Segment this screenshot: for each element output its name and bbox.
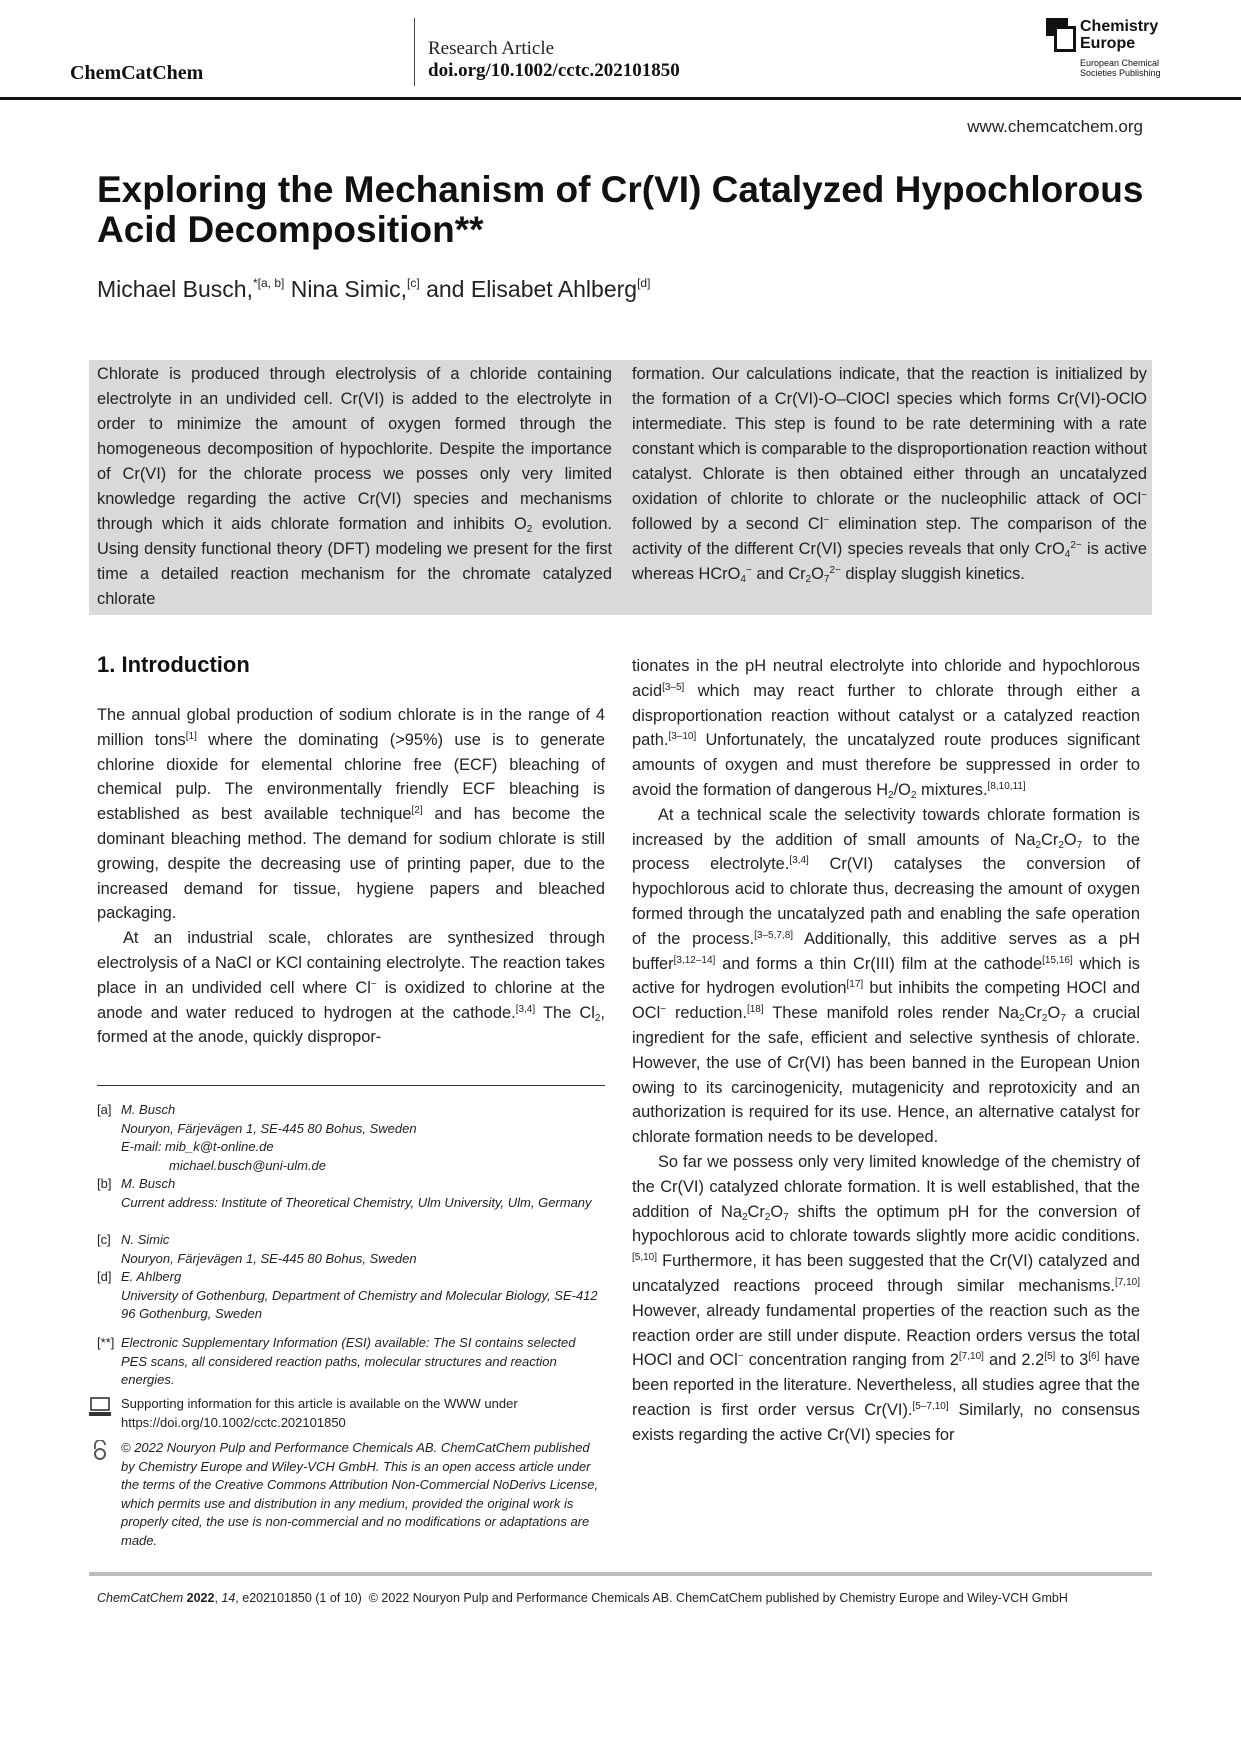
footnote-rule	[97, 1085, 605, 1086]
footer-copyright: © 2022 Nouryon Pulp and Performance Chemicals AB. ChemCatChem published by Chemistry Europe and Wiley-VCH GmbH	[368, 1591, 1068, 1605]
footer-article-number: e202101850 (1 of 10)	[242, 1591, 362, 1605]
footer-volume: 14	[221, 1591, 236, 1605]
page-footer: ChemCatChem 2022, 14, e202101850 (1 of 10) © 2022 Nouryon Pulp and Performance Chemicals AB. ChemCatChem published by Chemistry Europe and Wiley-VCH GmbH	[97, 1591, 1068, 1605]
journal-name: ChemCatChem	[70, 62, 204, 84]
author-simic-affil: [c]	[407, 276, 420, 290]
footnote-b	[97, 1175, 605, 1212]
footnote-a-tag: [a]	[97, 1102, 112, 1117]
logo-sub-line2: Societies Publishing	[1080, 68, 1161, 78]
header-divider	[414, 18, 415, 86]
supporting-info-text[interactable]: Supporting information for this article is available on the WWW under https://doi.org/10.1002/cctc.202101850	[121, 1396, 518, 1430]
footnote-a-email-2[interactable]: michael.busch@uni-ulm.de	[169, 1157, 326, 1173]
intro-left-column	[97, 703, 605, 1050]
intro-paragraph-1: The annual global production of sodium chlorate is in the range of 4 million tons[1] where the dominating (>95%) use is to generate chlorine dioxide for elemental chlorine free (ECF) bleaching of chemical pulp. The environmentally friendly ECF bleaching is established as best available technique[2] and has become the dominant bleaching method. The demand for sodium chlorate is still growing, despite the decreasing use of printing paper, due to the increased demand for tissue, hygiene papers and bleached packaging.	[97, 706, 605, 923]
header-rule	[0, 97, 1241, 100]
footnote-a-address: Nouryon, Färjevägen 1, SE-445 80 Bohus, Sweden	[121, 1120, 417, 1136]
footnote-esi	[97, 1334, 605, 1390]
footer-rule	[89, 1572, 1152, 1576]
footnote-a-email[interactable]: E-mail: mib_k@t-online.de	[121, 1139, 274, 1155]
abstract-right-column: formation. Our calculations indicate, that the reaction is initialized by the formation of a Cr(VI)-O–ClOCl species which forms Cr(VI)-OClO intermediate. This step is found to be rate determining with a rate constant which is comparable to the disproportionation reaction without catalyst. Chlorate is then obtained either through an uncatalyzed oxidation of chlorite to chlorate or the nucleophilic attack of OCl− followed by a second Cl− elimination step. The comparison of the activity of the different Cr(VI) species reveals that only CrO$_4^{2-}$ is active whereas HCrO$_4$− and $Cr_2O_7^{2-}$ display sluggish kinetics.	[632, 365, 1147, 585]
footnote-c-address: Nouryon, Färjevägen 1, SE-445 80 Bohus, Sweden	[121, 1250, 417, 1266]
footnote-esi-tag: [**]	[97, 1335, 115, 1350]
footnote-c	[97, 1231, 605, 1268]
footer-journal: ChemCatChem	[97, 1591, 184, 1605]
logo-title-line2: Europe	[1080, 35, 1136, 52]
footnote-b-name: M. Busch	[121, 1176, 176, 1191]
footnote-d	[97, 1268, 605, 1324]
footnote-a-name: M. Busch	[121, 1102, 176, 1117]
author-busch: Michael Busch,	[97, 276, 253, 302]
section-heading-introduction: 1. Introduction	[97, 652, 250, 677]
footnote-b-tag: [b]	[97, 1176, 112, 1191]
logo-subtitle	[1080, 58, 1161, 78]
logo-title	[1080, 18, 1158, 52]
journal-url[interactable]: www.chemcatchem.org	[967, 117, 1143, 136]
footnote-d-name: E. Ahlberg	[121, 1269, 182, 1284]
author-busch-affil: *[a, b]	[252, 276, 285, 290]
footnote-d-tag: [d]	[97, 1269, 112, 1284]
chemistry-europe-logo-icon	[1046, 18, 1076, 52]
footnote-supporting-info	[97, 1395, 605, 1432]
article-type: Research Article	[428, 38, 555, 59]
author-simic: Nina Simic,	[284, 276, 408, 302]
intro-right-column	[632, 654, 1140, 1448]
intro-paragraph-4: So far we possess only very limited knowledge of the chemistry of the Cr(VI) catalyzed chlorate formation. It is well established, that the addition of $Na_2Cr_2O_7$ shifts the optimum pH for the conversion of hypochlorous acid to chlorate towards slightly more acidic conditions.[5,10] Furthermore, it has been suggested that the Cr(VI) catalyzed and uncatalyzed reactions proceed through similar mechanisms.[7,10] However, already fundamental properties of the reaction such as the reaction order are still under dispute. Reaction orders versus the total HOCl and OCl− concentration ranging from 2[7,10] and 2.2[5] to 3[6] have been reported in the literature. Nevertheless, all studies agree that the reaction is first order versus Cr(VI).[5–7,10] Similarly, no consensus exists regarding the active Cr(VI) species for	[632, 1152, 1140, 1444]
logo-sub-line1: European Chemical	[1080, 58, 1160, 68]
doi-link[interactable]: doi.org/10.1002/cctc.202101850	[428, 60, 680, 81]
footnote-b-address: Current address: Institute of Theoretical Chemistry, Ulm University, Ulm, Germany	[121, 1194, 592, 1210]
footer-year: 2022	[186, 1591, 215, 1605]
article-title: Exploring the Mechanism of Cr(VI) Catalyzed Hypochlorous Acid Decomposition**	[97, 169, 1144, 250]
footnote-c-tag: [c]	[97, 1232, 111, 1247]
author-list	[97, 276, 650, 303]
intro-paragraph-2: At an industrial scale, chlorates are synthesized through electrolysis of a NaCl or KCl containing electrolyte. The reaction takes place in an undivided cell where Cl− is oxidized to chlorine at the anode and water reduced to hydrogen at the cathode.[3,4] The $Cl_2$, formed at the anode, quickly dispropor-	[97, 929, 605, 1047]
footnote-d-address: University of Gothenburg, Department of Chemistry and Molecular Biology, SE-412 96 Gothenburg, Sweden	[121, 1287, 598, 1322]
logo-title-line1: Chemistry	[1080, 18, 1159, 35]
intro-paragraph-2-cont: tionates in the pH neutral electrolyte into chloride and hypochlorous acid[3–5] which may react further to chlorate through either a disproportionation reaction without catalyst or a catalyzed reaction path.[3–10] Unfortunately, the uncatalyzed route produces significant amounts of oxygen and must therefore be suppressed in order to avoid the formation of dangerous $H_2/O_2$ mixtures.[8,10,11]	[632, 657, 1140, 801]
author-ahlberg-affil: [d]	[637, 276, 651, 290]
author-ahlberg: and Elisabet Ahlberg	[419, 276, 638, 302]
intro-paragraph-3: At a technical scale the selectivity towards chlorate formation is increased by the addition of small amounts of $Na_2Cr_2O_7$ to the process electrolyte.[3,4] Cr(VI) catalyses the conversion of hypochlorous acid to chlorate thus, decreasing the amount of oxygen formed through the uncatalyzed path and enabling the safe operation of the process.[3–5,7,8] Additionally, this additive serves as a pH buffer[3,12–14] and forms a thin Cr(III) film at the cathode[15,16] which is active for hydrogen evolution[17] but inhibits the competing HOCl and OCl− reduction.[18] These manifold roles render $Na_2Cr_2O_7$ a crucial ingredient for the safe, efficient and selective synthesis of chlorate. However, the use of Cr(VI) has been banned in the European Union owing to its carcinogenicity, mutagenicity and reprotoxicity and an authorization is required for its use. Hence, an alternative catalyst for chlorate formation needs to be developed.	[632, 805, 1141, 1147]
footnote-copyright	[97, 1439, 605, 1551]
copyright-text: © 2022 Nouryon Pulp and Performance Chemicals AB. ChemCatChem published by Chemistry Europe and Wiley-VCH GmbH. This is an open access article under the terms of the Creative Commons Attribution Non-Commercial NoDerivs License, which permits use and distribution in any medium, provided the original work is properly cited, the use is non-commercial and no modifications or adaptations are made.	[121, 1440, 599, 1548]
footnote-esi-text: Electronic Supplementary Information (ESI) available: The SI contains selected PES scans, all considered reaction paths, molecular structures and reaction energies.	[121, 1335, 576, 1388]
footnote-c-name: N. Simic	[121, 1232, 170, 1247]
abstract-left-column: Chlorate is produced through electrolysis of a chloride containing electrolyte in an undivided cell. Cr(VI) is added to the electrolyte in order to minimize the amount of oxygen formed through the homogeneous decomposition of hypochlorite. Despite the importance of Cr(VI) for the chlorate process we posses only very limited knowledge regarding the active Cr(VI) species and mechanisms through which it aids chlorate formation and inhibits $O_2$ evolution. Using density functional theory (DFT) modeling we present for the first time a detailed reaction mechanism for the chromate catalyzed chlorate	[97, 365, 612, 608]
footnote-a	[97, 1101, 605, 1175]
